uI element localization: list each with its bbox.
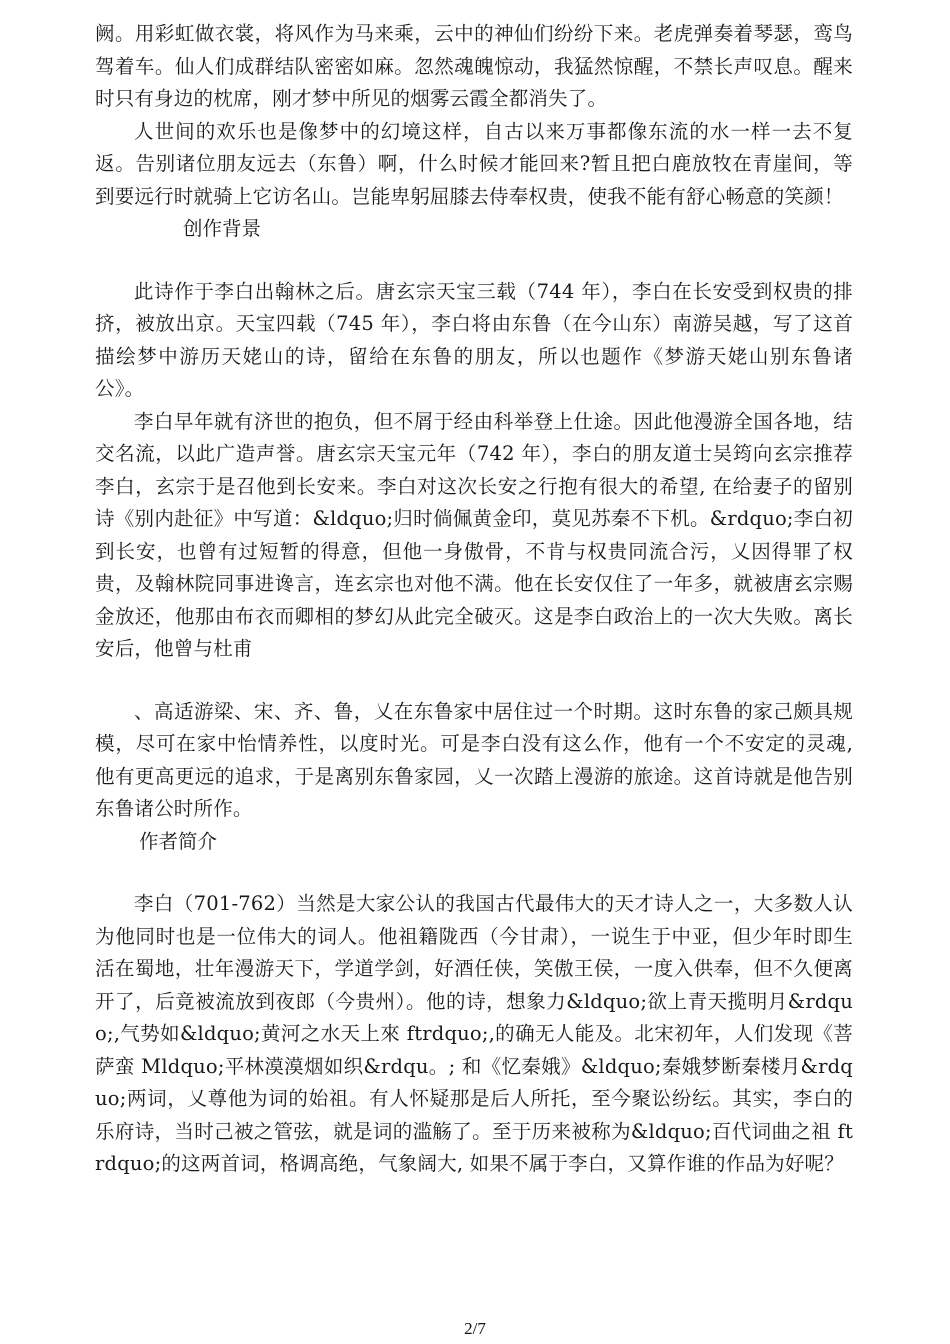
blank-line: [95, 666, 853, 696]
paragraph-author-intro: 李白（701-762）当然是大家公认的我国古代最伟大的天才诗人之一，大多数人认为他同时也是一位伟大的词人。他祖籍陇西（今甘肃），一说生于中亚，但少年时即生活在蜀地，壮年漫游天下，学道学剑，好酒任侠，笑傲王侯，一度入供奉，但不久便离开了，后竟被流放到夜郎（今贵州）。他的诗，想象力&ldquo;欲上青天揽明月&rdquo;,气势如&ldquo;黄河之水天上來 ftrdquo;,的确无人能及。北宋初年，人们发现《菩萨蛮 Mldquo;平林漠漠烟如织&rdqu。; 和《忆秦娥》&ldquo;秦娥梦断秦楼月&rdquo;两词，乂尊他为词的始祖。有人怀疑那是后人所托，至今聚讼纷纭。其实，李白的乐府诗，当时己被之管弦，就是词的滥觞了。至于历来被称为&ldquo;百代词曲之祖 ftrdquo;的这两首词，格调高绝，气象阔大, 如果不属于李白，又算作谁的作品为好呢？: [95, 892, 853, 1175]
page-number: 2/7: [464, 1319, 486, 1338]
paragraph-background-2: 李白早年就有济世的抱负，但不屑于经由科举登上仕途。因此他漫游全国各地，结交名流，以此广造声誉。唐玄宗天宝元年（742 年），李白的朋友道士吴筠向玄宗推荐李白，玄宗于是召他到长安来。李白对这次长安之行抱有很大的希望, 在给妻子的留别诗《别内赴征》中写道：&ldquo;归时倘佩黄金印，莫见苏秦不下机。&rdquo;李白初到长安，也曾有过短暂的得意，但他一身傲骨，不肯与权贵同流合污，乂因得罪了权贵，及翰林院同事进谗言，连玄宗也对他不满。他在长安仅住了一年多，就被唐玄宗赐金放还，他那由布衣而卿相的梦幻从此完全破灭。这是李白政治上的一次大失败。离长安后，他曾与杜甫: [95, 409, 853, 660]
blank-line: [95, 246, 853, 276]
paragraph-worldly-joy: 人世间的欢乐也是像梦中的幻境这样，自古以来万事都像东流的水一样一去不复返。告别诸位朋友远去（东鲁）啊，什么时候才能回来?暂且把白鹿放牧在青崖间，等到要远行时就骑上它访名山。岂能卑躬屈膝去侍奉权贵，使我不能有舒心畅意的笑颜！: [95, 119, 853, 208]
heading-creation-background: 创作背景: [183, 217, 262, 240]
paragraph-background-3: 、高适游梁、宋、齐、鲁，乂在东鲁家中居住过一个时期。这时东鲁的家己颇具规模，尽可在家中怡情养性，以度时光。可是李白没有这么作，他有一个不安定的灵魂, 他有更高更远的追求，于是离别东鲁家园，乂一次踏上漫游的旅途。这首诗就是他告别东鲁诸公时所作。: [95, 699, 853, 820]
blank-line: [95, 858, 853, 888]
heading-author-intro: 作者简介: [139, 829, 218, 853]
document-page: [95, 18, 853, 1181]
paragraph-dream-ending: 阙。用彩虹做衣裳，将风作为马来乘，云中的神仙们纷纷下来。老虎弹奏着琴瑟，鸾鸟驾着车。仙人们成群结队密密如麻。忽然魂魄惊动，我猛然惊醒，不禁长声叹息。醒来时只有身边的枕席，刚才梦中所见的烟雾云霞全都消失了。: [95, 22, 853, 110]
paragraph-background-1: 此诗作于李白出翰林之后。唐玄宗天宝三载（744 年），李白在长安受到权贵的排挤，被放出京。天宝四载（745 年），李白将由东鲁（在今山东）南游吴越，写了这首描绘梦中游历天姥山的诗，留给在东鲁的朋友，所以也题作《梦游天姥山别东鲁诸公》。: [95, 279, 853, 400]
